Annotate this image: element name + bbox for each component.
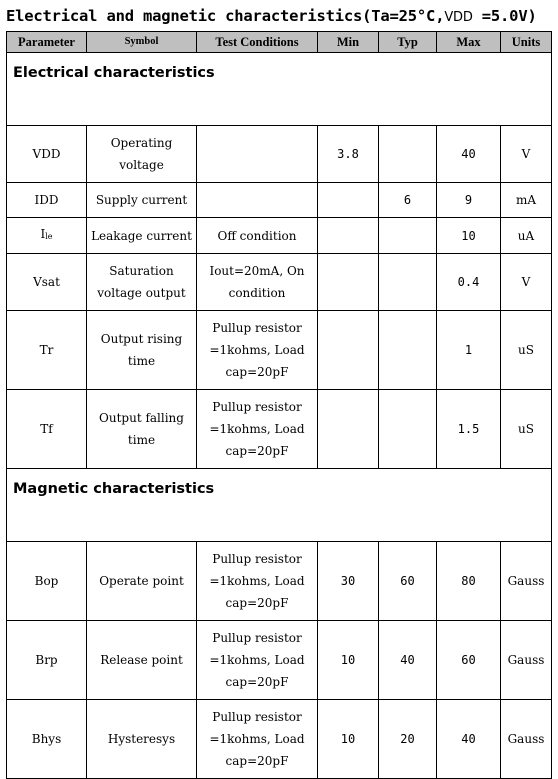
header-test-conditions: Test Conditions bbox=[197, 32, 318, 53]
cond-cell: Pullup resistor =1kohms, Load cap=20pF bbox=[197, 542, 318, 621]
symbol-cell: Output falling time bbox=[87, 390, 197, 469]
page-title bbox=[6, 4, 537, 28]
table-row bbox=[7, 218, 552, 254]
cond-cell: Off condition bbox=[197, 218, 318, 254]
section-electrical: Electrical characteristics bbox=[7, 53, 552, 126]
max-cell: 1.5 bbox=[437, 390, 501, 469]
min-cell: 30 bbox=[318, 542, 379, 621]
max-cell: 0.4 bbox=[437, 254, 501, 311]
typ-cell: 6 bbox=[379, 183, 437, 218]
max-cell: 80 bbox=[437, 542, 501, 621]
table-row bbox=[7, 390, 552, 469]
section-magnetic: Magnetic characteristics bbox=[7, 469, 552, 542]
min-cell: 3.8 bbox=[318, 126, 379, 183]
max-cell: 1 bbox=[437, 311, 501, 390]
typ-cell bbox=[379, 126, 437, 183]
typ-cell: 40 bbox=[379, 621, 437, 700]
symbol-cell: Operate point bbox=[87, 542, 197, 621]
symbol-cell: Operating voltage bbox=[87, 126, 197, 183]
symbol-cell: Supply current bbox=[87, 183, 197, 218]
max-cell: 9 bbox=[437, 183, 501, 218]
header-min: Min bbox=[318, 32, 379, 53]
param-cell bbox=[7, 218, 87, 254]
unit-cell: Gauss bbox=[501, 700, 552, 779]
param-cell: Bhys bbox=[7, 700, 87, 779]
header-typ: Typ bbox=[379, 32, 437, 53]
cond-cell: Iout=20mA, On condition bbox=[197, 254, 318, 311]
table-row bbox=[7, 254, 552, 311]
min-cell bbox=[318, 390, 379, 469]
section-row-magnetic bbox=[7, 469, 552, 542]
min-cell bbox=[318, 183, 379, 218]
characteristics-table bbox=[6, 31, 552, 779]
param-cell: Vsat bbox=[7, 254, 87, 311]
min-cell bbox=[318, 254, 379, 311]
unit-cell: uA bbox=[501, 218, 552, 254]
unit-cell: V bbox=[501, 126, 552, 183]
cond-cell: Pullup resistor =1kohms, Load cap=20pF bbox=[197, 621, 318, 700]
min-cell: 10 bbox=[318, 621, 379, 700]
title-vdd: VDD bbox=[444, 10, 473, 25]
header-row bbox=[7, 32, 552, 53]
cond-cell: Pullup resistor =1kohms, Load cap=20pF bbox=[197, 311, 318, 390]
table-row bbox=[7, 126, 552, 183]
unit-cell: uS bbox=[501, 311, 552, 390]
typ-cell bbox=[379, 218, 437, 254]
max-cell: 10 bbox=[437, 218, 501, 254]
min-cell: 10 bbox=[318, 700, 379, 779]
section-row-electrical bbox=[7, 53, 552, 126]
unit-cell: V bbox=[501, 254, 552, 311]
param-cell: IDD bbox=[7, 183, 87, 218]
param-cell: Tr bbox=[7, 311, 87, 390]
cond-cell bbox=[197, 126, 318, 183]
param-cell: VDD bbox=[7, 126, 87, 183]
unit-cell: Gauss bbox=[501, 542, 552, 621]
typ-cell bbox=[379, 311, 437, 390]
symbol-cell: Saturation voltage output bbox=[87, 254, 197, 311]
symbol-cell: Release point bbox=[87, 621, 197, 700]
max-cell: 40 bbox=[437, 700, 501, 779]
table-row bbox=[7, 542, 552, 621]
param-main: I bbox=[40, 227, 46, 241]
header-units: Units bbox=[501, 32, 552, 53]
table-row bbox=[7, 621, 552, 700]
typ-cell: 20 bbox=[379, 700, 437, 779]
cond-cell: Pullup resistor =1kohms, Load cap=20pF bbox=[197, 390, 318, 469]
typ-cell bbox=[379, 254, 437, 311]
param-cell: Bop bbox=[7, 542, 87, 621]
max-cell: 60 bbox=[437, 621, 501, 700]
param-cell: Tf bbox=[7, 390, 87, 469]
header-max: Max bbox=[437, 32, 501, 53]
title-tail: =5.0V) bbox=[472, 7, 537, 25]
min-cell bbox=[318, 218, 379, 254]
unit-cell: uS bbox=[501, 390, 552, 469]
table-row bbox=[7, 700, 552, 779]
header-parameter: Parameter bbox=[7, 32, 87, 53]
unit-cell: mA bbox=[501, 183, 552, 218]
cond-cell bbox=[197, 183, 318, 218]
typ-cell bbox=[379, 390, 437, 469]
param-subscript: le bbox=[45, 232, 53, 241]
table-row bbox=[7, 183, 552, 218]
symbol-cell: Hysteresys bbox=[87, 700, 197, 779]
header-symbol: Symbol bbox=[87, 32, 197, 53]
table-row bbox=[7, 311, 552, 390]
unit-cell: Gauss bbox=[501, 621, 552, 700]
cond-cell: Pullup resistor =1kohms, Load cap=20pF bbox=[197, 700, 318, 779]
min-cell bbox=[318, 311, 379, 390]
typ-cell: 60 bbox=[379, 542, 437, 621]
title-main: Electrical and magnetic characteristics(Ta=25°C, bbox=[6, 7, 445, 25]
max-cell: 40 bbox=[437, 126, 501, 183]
param-cell: Brp bbox=[7, 621, 87, 700]
symbol-cell: Output rising time bbox=[87, 311, 197, 390]
symbol-cell: Leakage current bbox=[87, 218, 197, 254]
